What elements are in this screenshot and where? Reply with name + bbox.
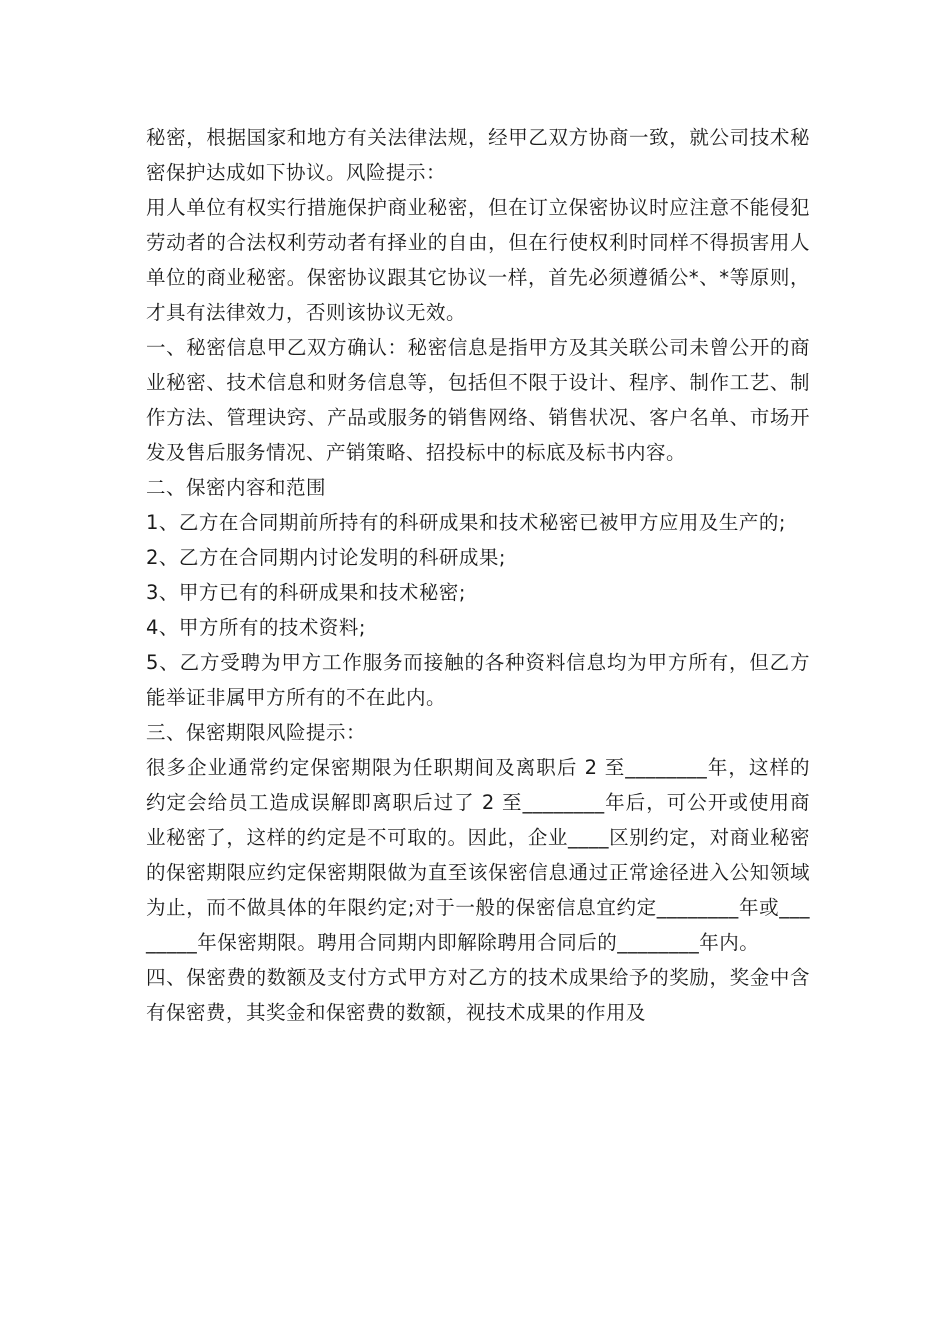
list-item-2: 2、乙方在合同期内讨论发明的科研成果; — [146, 546, 506, 569]
section-3-heading: 三、保密期限风险提示： — [146, 721, 367, 744]
list-item-3: 3、甲方已有的科研成果和技术秘密; — [146, 581, 466, 604]
section-3-body: 很多企业通常约定保密期限为任职期间及离职后 2 至________年，这样的约定会给员工造成误解即离职后过了 2 至________年后，可公开或使用商业秘密了，这样的约定是不可取的。因此，企业____区别约定，对商业秘密的保密期限应约定保密期限做为直至该保密信息通过正常途径进入公知领域为止，而不做具体的年限约定;对于一般的保密信息宜约定________年或________年保密期限。聘用合同期内即解除聘用合同后的________年内。 — [146, 756, 810, 954]
section-4-body: 四、保密费的数额及支付方式甲方对乙方的技术成果给予的奖励，奖金中含有保密费，其奖金和保密费的数额，视技术成果的作用及 — [146, 966, 810, 1024]
list-item-1: 1、乙方在合同期前所持有的科研成果和技术秘密已被甲方应用及生产的; — [146, 511, 786, 534]
section-1-secret-info: 一、秘密信息甲乙双方确认：秘密信息是指甲方及其关联公司未曾公开的商业秘密、技术信息和财务信息等，包括但不限于设计、程序、制作工艺、制作方法、管理诀窍、产品或服务的销售网络、销售状况、客户名单、市场开发及售后服务情况、产销策略、招投标中的标底及标书内容。 — [146, 336, 810, 464]
document-body — [146, 120, 810, 1030]
list-item-5: 5、乙方受聘为甲方工作服务而接触的各种资料信息均为甲方所有，但乙方能举证非属甲方所有的不在此内。 — [146, 651, 810, 709]
paragraph-risk-note: 用人单位有权实行措施保护商业秘密，但在订立保密协议时应注意不能侵犯劳动者的合法权利劳动者有择业的自由，但在行使权利时同样不得损害用人单位的商业秘密。保密协议跟其它协议一样，首先必须遵循公*、*等原则，才具有法律效力，否则该协议无效。 — [146, 196, 810, 324]
paragraph-intro: 秘密，根据国家和地方有关法律法规，经甲乙双方协商一致，就公司技术秘密保护达成如下协议。风险提示： — [146, 126, 810, 184]
section-2-heading: 二、保密内容和范围 — [146, 476, 327, 499]
list-item-4: 4、甲方所有的技术资料; — [146, 616, 366, 639]
